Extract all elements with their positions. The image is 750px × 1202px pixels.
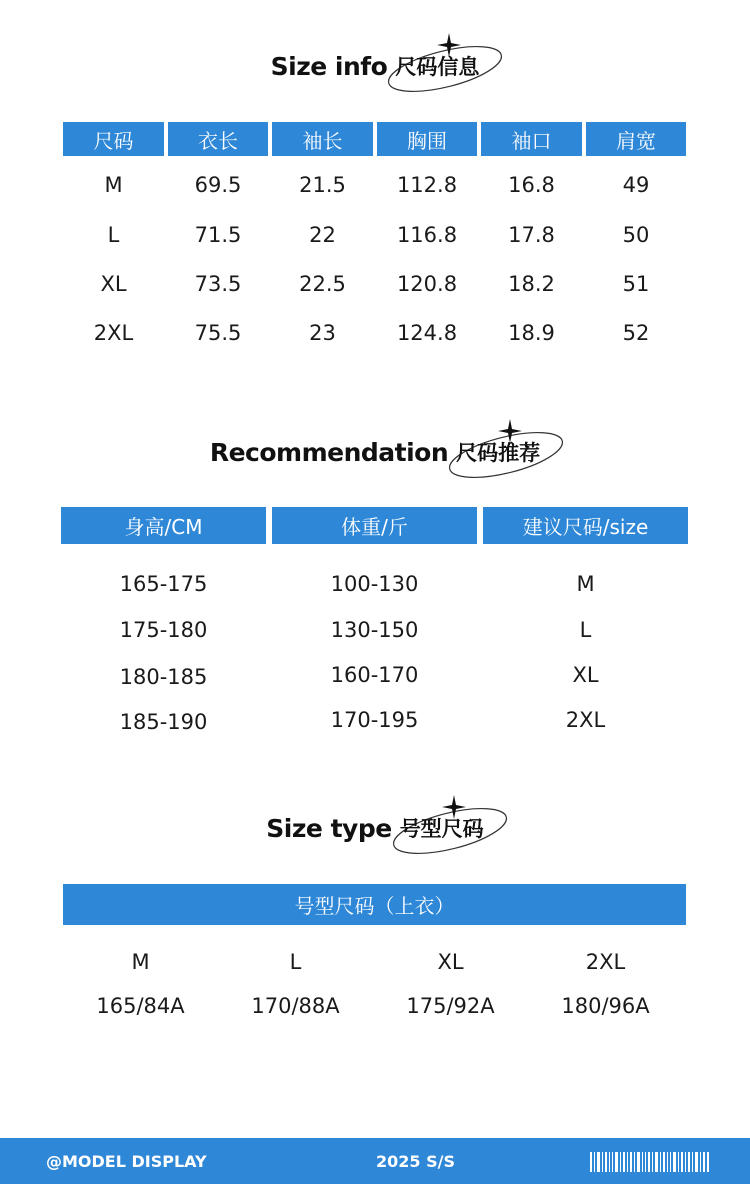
table-cell: M: [576, 572, 595, 596]
footer-bar: [0, 1138, 750, 1184]
table-cell: 49: [622, 173, 650, 197]
size-info-title: [0, 36, 750, 96]
table-cell: 73.5: [194, 272, 242, 296]
size-type-title-badge: [400, 813, 484, 843]
table-cell: 2XL: [93, 321, 134, 345]
table-cell: XL: [100, 272, 127, 296]
footer-brand: @MODEL DISPLAY: [46, 1151, 207, 1171]
table-cell: 17.8: [508, 223, 555, 247]
table-cell: 170/88A: [251, 994, 340, 1018]
recommendation-title-cn: 尺码推荐: [456, 441, 541, 465]
size-info-header-cell: 衣长: [168, 122, 268, 156]
size-info-title-en: Size info: [270, 51, 388, 81]
table-cell: 2XL: [565, 708, 606, 732]
table-cell: L: [289, 950, 302, 974]
size-info-header-cell: 胸围: [377, 122, 477, 156]
table-cell: L: [579, 618, 592, 642]
table-cell: XL: [572, 663, 599, 687]
recommendation-header: [61, 507, 688, 544]
recommendation-title: [0, 422, 750, 482]
table-cell: 18.2: [508, 272, 555, 296]
recommendation-header-cell: 身高/CM: [61, 507, 266, 544]
size-info-title-cn: 尺码信息: [395, 55, 480, 79]
table-cell: 50: [622, 223, 650, 247]
table-cell: 22: [309, 223, 336, 247]
recommendation-title-badge: [456, 437, 540, 467]
size-type-title-cn: 号型尺码: [399, 817, 484, 841]
table-cell: 51: [622, 272, 650, 296]
table-cell: 170-195: [330, 708, 419, 732]
table-cell: 124.8: [396, 321, 458, 345]
size-info-title-badge: [395, 51, 479, 81]
table-cell: M: [104, 173, 123, 197]
table-cell: 23: [309, 321, 336, 345]
table-cell: 130-150: [330, 618, 419, 642]
footer-season: 2025 S/S: [376, 1151, 455, 1171]
size-type-title-en: Size type: [266, 813, 392, 843]
table-cell: 16.8: [508, 173, 555, 197]
recommendation-title-en: Recommendation: [209, 437, 449, 467]
size-info-header-cell: 袖口: [481, 122, 582, 156]
table-cell: 112.8: [396, 173, 458, 197]
table-cell: 165-175: [119, 572, 208, 596]
table-cell: 22.5: [299, 272, 346, 296]
table-cell: 180/96A: [561, 994, 650, 1018]
size-info-header: [63, 122, 686, 156]
table-cell: XL: [437, 950, 464, 974]
table-cell: 100-130: [330, 572, 419, 596]
table-cell: 160-170: [330, 663, 419, 687]
size-type-header: [63, 884, 686, 925]
table-cell: 180-185: [119, 665, 208, 689]
table-cell: M: [131, 950, 150, 974]
recommendation-header-cell: 体重/斤: [272, 507, 477, 544]
table-cell: 165/84A: [96, 994, 185, 1018]
table-cell: 175-180: [119, 618, 208, 642]
table-cell: 175/92A: [406, 994, 495, 1018]
table-cell: 71.5: [194, 223, 242, 247]
table-cell: 52: [622, 321, 650, 345]
table-cell: 185-190: [119, 710, 208, 734]
table-cell: 75.5: [194, 321, 242, 345]
table-cell: 120.8: [396, 272, 458, 296]
barcode-icon: [590, 1152, 710, 1172]
size-info-header-cell: 肩宽: [586, 122, 686, 156]
size-type-title: [0, 798, 750, 858]
table-cell: L: [107, 223, 120, 247]
recommendation-header-cell: 建议尺码/size: [483, 507, 688, 544]
size-info-header-cell: 尺码: [63, 122, 164, 156]
table-cell: 18.9: [508, 321, 555, 345]
table-cell: 116.8: [396, 223, 458, 247]
size-type-header-cell: 号型尺码（上衣）: [63, 884, 686, 925]
table-cell: 21.5: [299, 173, 346, 197]
size-info-header-cell: 袖长: [272, 122, 373, 156]
table-cell: 2XL: [585, 950, 626, 974]
table-cell: 69.5: [194, 173, 242, 197]
